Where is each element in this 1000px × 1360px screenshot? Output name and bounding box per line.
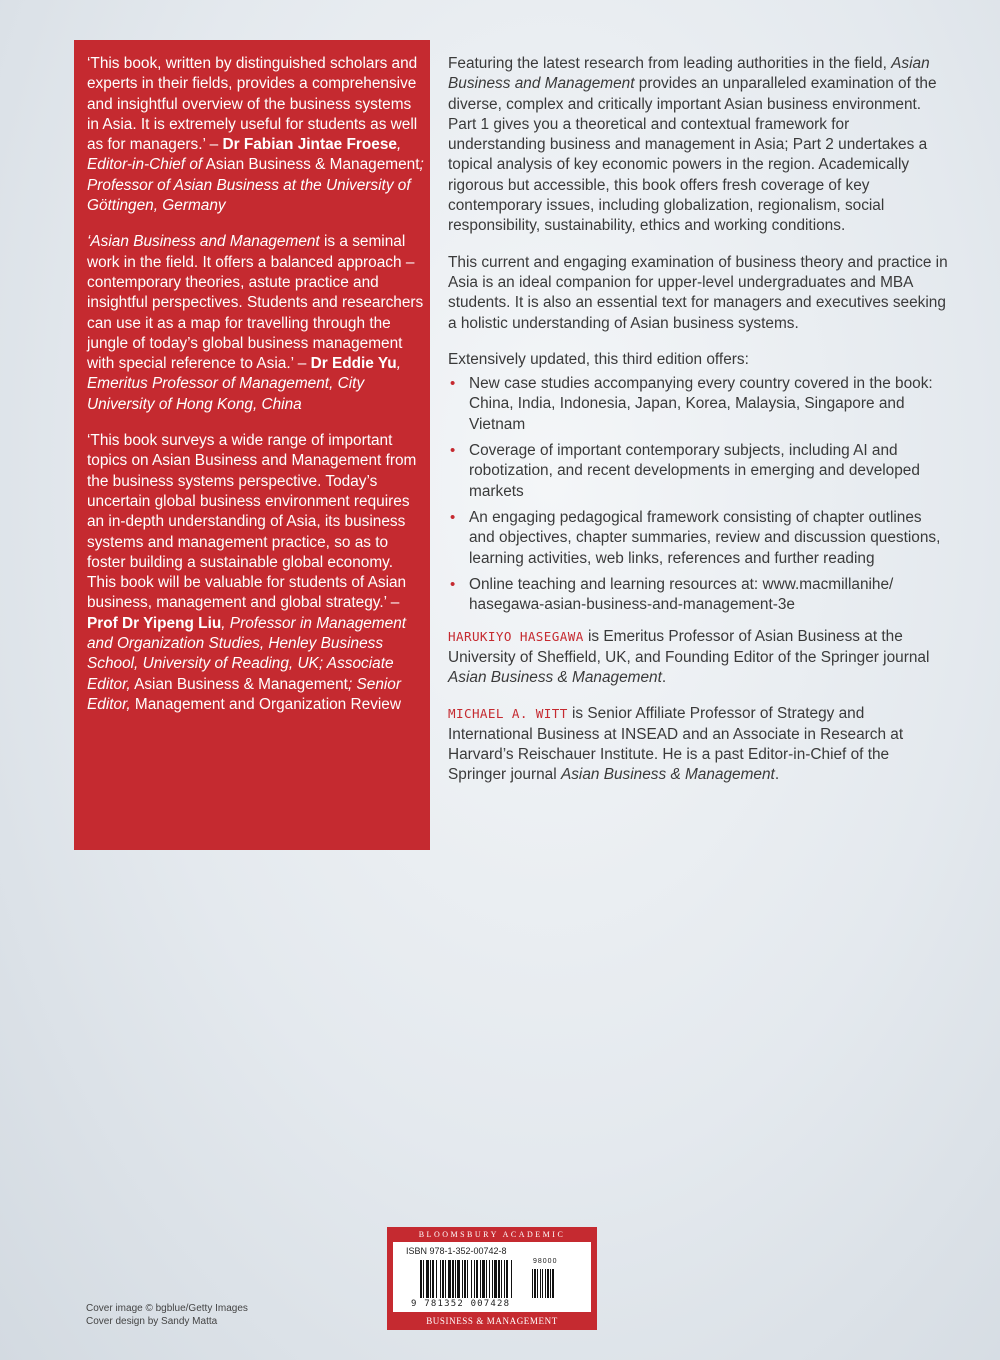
- barcode-bar: [440, 1260, 441, 1298]
- endorsements-panel: [74, 40, 430, 850]
- endorser-name: Dr Eddie Yu: [310, 355, 397, 373]
- publisher-label: BLOOMSBURY ACADEMIC: [418, 1230, 566, 1239]
- barcode-bar: [504, 1260, 505, 1298]
- endorser-name: Dr Fabian Jintae Froese: [222, 136, 397, 154]
- barcode-icon: [420, 1260, 566, 1300]
- barcode-addon-bar: [534, 1269, 536, 1298]
- barcode-bar: [445, 1260, 446, 1298]
- author-name: HARUKIYO HASEGAWA: [448, 629, 584, 645]
- barcode-addon-bar: [547, 1269, 549, 1298]
- barcode-bar: [489, 1260, 490, 1298]
- barcode-bar: [492, 1260, 493, 1298]
- barcode-bar: [420, 1260, 422, 1298]
- bullet-icon: •: [450, 508, 456, 526]
- barcode-bar: [457, 1260, 460, 1298]
- endorsement-froese: ‘This book, written by distinguished scholars and experts in their fields, provides a comprehensive and insightful overview of the business systems in Asia. It is extremely useful for students as well as for managers.’ – Dr Fabian Jintae Froese, Editor-in-Chief of Asian Business & Management; Professor of Asian Business at the University of Göttingen, Germany: [87, 55, 424, 215]
- bullet-icon: •: [450, 442, 456, 460]
- features-list: [448, 374, 948, 615]
- author-bio-hasegawa: HARUKIYO HASEGAWA is Emeritus Professor of Asian Business at the University of Sheffield, UK, and Founding Editor of the Springer journal Asian Business & Management.: [448, 628, 930, 687]
- ean-digits: 9 781352 007428: [411, 1299, 511, 1309]
- barcode-addon-bar: [537, 1269, 538, 1298]
- barcode-box: [387, 1227, 597, 1330]
- bullet-icon: •: [450, 375, 456, 393]
- list-item: • An engaging pedagogical framework consisting of chapter outlines and objectives, chapter summaries, review and discussion questions, learning activities, web links, references and further reading: [450, 508, 941, 567]
- endorsement-liu: ‘This book surveys a wide range of important topics on Asian Business and Management from the business systems perspective. Today’s uncertain global business environment requires an in-depth understanding of Asia, its business systems and management practice, so as to foster building a sustainable global economy. This book will be valuable for students of Asian business, management and global strategy.’ – Prof Dr Yipeng Liu, Professor in Management and Organization Studies, Henley Business School, University of Reading, UK; Associate Editor, Asian Business & Management; Senior Editor, Management and Organization Review: [87, 432, 417, 713]
- barcode-bar: [506, 1260, 508, 1298]
- author-bio-witt: MICHAEL A. WITT is Senior Affiliate Professor of Strategy and International Business at INSEAD and an Associate in Research at Harvard’s Reischauer Institute. He is a past Editor-in-Chief of the Springer journal Asian Business & Management.: [448, 705, 904, 784]
- cover-design-credit: Cover design by Sandy Matta: [86, 1316, 218, 1327]
- list-item: • New case studies accompanying every country covered in the book: China, India, Indonesia, Japan, Korea, Malaysia, Singapore and Vietnam: [450, 375, 933, 433]
- subject-category: BUSINESS & MANAGEMENT: [426, 1316, 558, 1326]
- barcode-bar: [452, 1260, 454, 1298]
- barcode-bar: [471, 1260, 472, 1298]
- barcode-addon-bar: [540, 1269, 541, 1298]
- barcode-bar: [455, 1260, 456, 1298]
- bullet-icon: •: [450, 575, 456, 593]
- barcode-addon-bar: [552, 1269, 554, 1298]
- barcode-bar: [467, 1260, 468, 1298]
- barcode-bar: [462, 1260, 463, 1298]
- barcode-bar: [464, 1260, 466, 1298]
- barcode-bar: [480, 1260, 481, 1298]
- list-item: • Coverage of important contemporary subjects, including AI and robotization, and recent developments in emerging and developed markets: [450, 442, 920, 500]
- barcode-area: [393, 1242, 591, 1312]
- barcode-bar: [498, 1260, 500, 1298]
- barcode-bar: [474, 1260, 475, 1298]
- barcode-addon-bar: [532, 1269, 533, 1298]
- list-item: • Online teaching and learning resources at: www.macmillanihe/ hasegawa-asian-business-and-management-3e: [450, 575, 894, 614]
- book-description: [448, 54, 948, 802]
- description-paragraph: This current and engaging examination of business theory and practice in Asia is an ideal companion for upper-level undergraduates and MBA students. It is also an essential text for managers and executives seeking a holistic understanding of Asian business systems.: [448, 253, 948, 332]
- barcode-addon-bar: [542, 1269, 543, 1298]
- barcode-addon: 98000: [533, 1258, 558, 1265]
- barcode-bar: [423, 1260, 424, 1298]
- barcode-bar: [430, 1260, 431, 1298]
- barcode-bar: [448, 1260, 451, 1298]
- barcode-bar: [426, 1260, 429, 1298]
- isbn-number: ISBN 978-1-352-00742-8: [406, 1246, 507, 1256]
- barcode-bar: [511, 1260, 512, 1298]
- cover-credits: [86, 1302, 248, 1328]
- barcode-bar: [436, 1260, 437, 1298]
- barcode-bar: [494, 1260, 497, 1298]
- endorsement-yu: ‘Asian Business and Management is a seminal work in the field. It offers a balanced approach – contemporary theories, astute practice and insightful perspectives. Students and researchers can use it as a map for travelling through the jungle of today’s global business management with special reference to Asia.’ – Dr Eddie Yu, Emeritus Professor of Management, City University of Hong Kong, China: [87, 233, 424, 413]
- barcode-bar: [501, 1260, 502, 1298]
- barcode-addon-bar: [545, 1269, 546, 1298]
- barcode-bar: [432, 1260, 434, 1298]
- barcode-addon-bar: [550, 1269, 551, 1298]
- barcode-bar: [442, 1260, 444, 1298]
- cover-image-credit: Cover image © bgblue/Getty Images: [86, 1303, 248, 1314]
- description-paragraph: Featuring the latest research from leading authorities in the field, Asian Business and Management provides an unparalleled examination of the diverse, complex and critically important Asian business environment. Part 1 gives you a theoretical and contextual framework for understanding business and management in Asia; Part 2 undertakes a topical analysis of key economic powers in the region. Academically rigorous but accessible, this book offers fresh coverage of key contemporary issues, including globalization, regionalism, social responsibility, sustainability, ethics and working conditions.: [448, 55, 937, 235]
- barcode-bar: [476, 1260, 478, 1298]
- endorser-name: Prof Dr Yipeng Liu: [87, 614, 222, 632]
- features-intro: Extensively updated, this third edition offers:: [448, 350, 749, 368]
- barcode-bar: [482, 1260, 485, 1298]
- author-name: MICHAEL A. WITT: [448, 706, 568, 722]
- barcode-bar: [486, 1260, 487, 1298]
